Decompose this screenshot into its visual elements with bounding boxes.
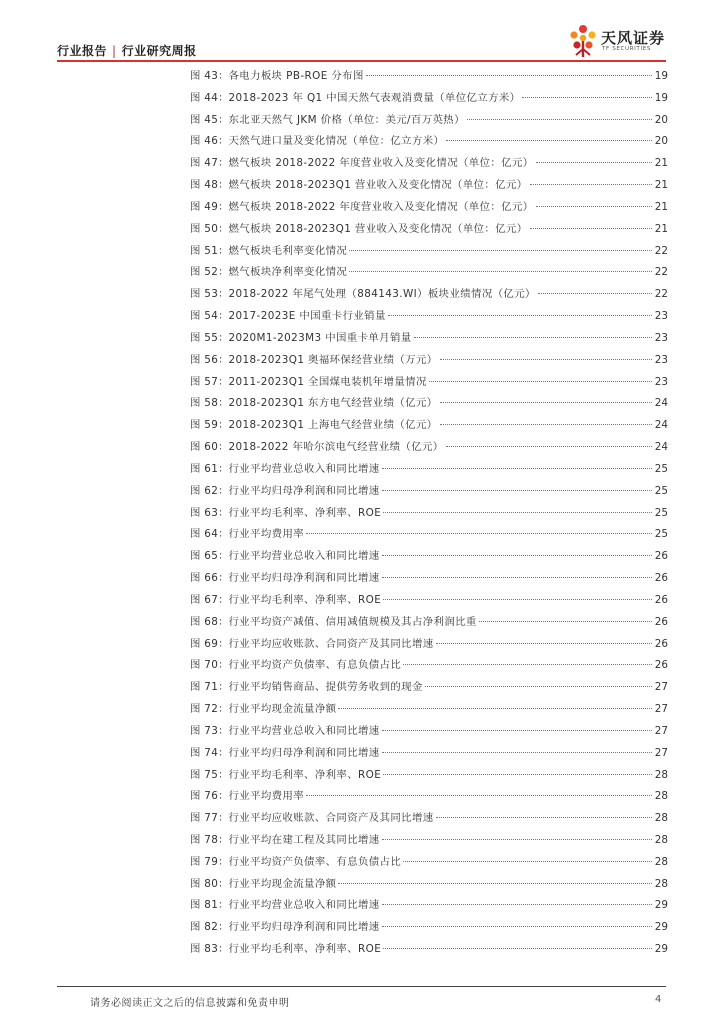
toc-figure-number: 图 70 [190,659,219,672]
toc-entry[interactable] [190,743,668,765]
toc-figure-title: 行业平均归母净利润和同比增速 [228,921,380,934]
page-header [0,0,724,64]
toc-page-number: 23 [654,375,668,388]
toc-colon: ： [218,91,229,104]
toc-entry[interactable] [190,503,668,525]
toc-page-number: 28 [654,790,668,803]
toc-colon: ： [218,310,229,323]
toc-figure-title: 行业平均营业总收入和同比增速 [228,899,380,912]
footer-disclaimer: 请务必阅读正文之后的信息披露和免责申明 [90,998,290,1009]
toc-figure-title: 行业平均毛利率、净利率、ROE [228,506,382,519]
toc-entry[interactable] [190,786,668,808]
toc-figure-title: 各电力板块 PB-ROE 分布图 [228,70,364,82]
toc-figure-title: 燃气板块净利率变化情况 [228,266,348,279]
toc-colon: ： [218,441,229,454]
toc-page-number: 26 [654,615,668,628]
toc-entry[interactable] [190,699,668,721]
toc-entry[interactable] [190,677,668,699]
toc-entry[interactable] [190,306,668,328]
toc-page-number: 21 [654,222,668,235]
toc-figure-number: 图 73 [190,724,219,737]
toc-dot-leader [338,708,652,709]
toc-entry[interactable] [190,415,668,437]
toc-figure-title: 行业平均费用率 [228,790,305,803]
toc-figure-title: 行业平均营业总收入和同比增速 [228,462,380,475]
toc-colon: ： [218,419,229,432]
toc-dot-leader [383,948,652,949]
toc-colon: ： [218,855,229,868]
toc-figure-title: 燃气板块毛利率变化情况 [228,244,348,257]
toc-page-number: 19 [654,70,668,82]
toc-dot-leader [383,599,652,600]
toc-colon: ： [218,768,229,781]
toc-dot-leader [382,926,652,927]
toc-figure-number: 图 65 [190,550,219,563]
toc-figure-title: 行业平均销售商品、提供劳务收到的现金 [228,681,423,694]
toc-colon: ： [218,397,229,410]
toc-dot-leader [382,468,652,469]
toc-entry[interactable] [190,612,668,634]
toc-entry[interactable] [190,372,668,394]
toc-page-number: 21 [654,179,668,192]
toc-figure-number: 图 57 [190,375,219,388]
toc-figure-title: 2018-2022 年尾气处理（884143.WI）板块业绩情况（亿元） [228,288,536,301]
toc-figure-title: 行业平均在建工程及其同比增速 [228,833,380,846]
toc-figure-number: 图 56 [190,353,219,366]
toc-colon: ： [218,681,229,694]
toc-figure-title: 行业平均应收账款、合同资产及其同比增速 [228,637,434,650]
toc-figure-title: 行业平均毛利率、净利率、ROE [228,768,382,781]
toc-page-number: 20 [654,135,668,148]
toc-figure-number: 图 62 [190,484,219,497]
toc-colon: ： [218,724,229,737]
toc-figure-number: 图 49 [190,200,219,213]
toc-colon: ： [218,70,229,82]
toc-colon: ： [218,703,229,716]
toc-page-number: 25 [654,484,668,497]
brand-name-en: TF SECURITIES [602,46,651,52]
toc-figure-title: 行业平均现金流量净额 [228,703,337,716]
toc-figure-number: 图 80 [190,877,219,890]
toc-page-number: 23 [654,353,668,366]
toc-figure-title: 行业平均现金流量净额 [228,877,337,890]
toc-dot-leader [338,883,652,884]
toc-figure-number: 图 82 [190,921,219,934]
toc-page-number: 26 [654,637,668,650]
toc-page-number: 26 [654,593,668,606]
toc-figure-title: 2018-2023Q1 奥福环保经营业绩（万元） [228,353,438,366]
toc-colon: ： [218,484,229,497]
toc-figure-title: 行业平均毛利率、净利率、ROE [228,943,382,956]
toc-dot-leader [530,228,652,229]
toc-colon: ： [218,375,229,388]
footer-divider [57,986,666,987]
toc-figure-number: 图 54 [190,310,219,323]
toc-entry[interactable] [190,66,668,88]
toc-entry[interactable] [190,808,668,830]
toc-entry[interactable] [190,546,668,568]
toc-figure-number: 图 72 [190,703,219,716]
toc-dot-leader [479,621,652,622]
toc-figure-title: 2011-2023Q1 全国煤电装机年增量情况 [228,375,427,388]
toc-dot-leader [536,162,652,163]
toc-colon: ： [218,593,229,606]
toc-figure-number: 图 55 [190,331,219,344]
toc-dot-leader [403,861,652,862]
toc-figure-title: 燃气板块 2018-2023Q1 营业收入及变化情况（单位：亿元） [228,222,528,235]
toc-colon: ： [218,222,229,235]
toc-figure-number: 图 64 [190,528,219,541]
toc-figure-title: 东北亚天然气 JKM 价格（单位：美元/百万英热） [228,113,465,126]
toc-page-number: 28 [654,812,668,825]
toc-page-number: 19 [654,91,668,104]
toc-figure-number: 图 68 [190,615,219,628]
toc-page-number: 26 [654,659,668,672]
toc-page-number: 24 [654,441,668,454]
toc-figure-title: 2018-2023Q1 东方电气经营业绩（亿元） [228,397,438,410]
toc-figure-number: 图 69 [190,637,219,650]
doc-type: 行业报告 [57,44,108,58]
toc-entry[interactable] [190,939,668,961]
toc-figure-number: 图 51 [190,244,219,257]
toc-entry[interactable] [190,131,668,153]
toc-page-number: 28 [654,768,668,781]
toc-entry[interactable] [190,219,668,241]
toc-dot-leader [382,555,652,556]
toc-page-number: 26 [654,572,668,585]
header-divider [57,60,666,62]
toc-dot-leader [306,533,652,534]
toc-figure-number: 图 50 [190,222,219,235]
toc-figure-title: 行业平均营业总收入和同比增速 [228,724,380,737]
toc-figure-number: 图 77 [190,812,219,825]
toc-page-number: 29 [654,943,668,956]
brand-logo [568,24,672,62]
toc-dot-leader [388,315,652,316]
toc-figure-title: 2017-2023E 中国重卡行业销量 [228,310,386,323]
toc-dot-leader [538,293,652,294]
toc-colon: ： [218,157,229,170]
toc-figure-number: 图 44 [190,91,219,104]
toc-figure-number: 图 52 [190,266,219,279]
toc-dot-leader [382,752,652,753]
toc-figure-number: 图 76 [190,790,219,803]
toc-page-number: 23 [654,331,668,344]
toc-figure-number: 图 48 [190,179,219,192]
toc-page-number: 23 [654,310,668,323]
toc-entry[interactable] [190,197,668,219]
toc-entry[interactable] [190,459,668,481]
toc-figure-number: 图 71 [190,681,219,694]
toc-dot-leader [382,577,652,578]
toc-dot-leader [349,250,652,251]
toc-entry[interactable] [190,830,668,852]
toc-figure-title: 行业平均归母净利润和同比增速 [228,484,380,497]
page-number: 4 [655,994,662,1005]
toc-colon: ： [218,637,229,650]
toc-colon: ： [218,528,229,541]
toc-figure-title: 行业平均营业总收入和同比增速 [228,550,380,563]
toc-colon: ： [218,812,229,825]
toc-figure-number: 图 59 [190,419,219,432]
toc-colon: ： [218,200,229,213]
toc-entry[interactable] [190,262,668,284]
toc-dot-leader [425,686,652,687]
toc-entry[interactable] [190,765,668,787]
toc-figure-title: 行业平均费用率 [228,528,305,541]
toc-entry[interactable] [190,874,668,896]
toc-figure-number: 图 47 [190,157,219,170]
toc-colon: ： [218,288,229,301]
toc-page-number: 27 [654,724,668,737]
toc-figure-number: 图 75 [190,768,219,781]
toc-figure-title: 2018-2022 年哈尔滨电气经营业绩（亿元） [228,441,444,454]
toc-figure-number: 图 53 [190,288,219,301]
toc-page-number: 27 [654,746,668,759]
toc-dot-leader [467,119,652,120]
toc-entry[interactable] [190,110,668,132]
toc-dot-leader [383,774,652,775]
toc-page-number: 22 [654,244,668,257]
toc-page-number: 24 [654,419,668,432]
toc-colon: ： [218,179,229,192]
toc-figure-title: 2018-2023Q1 上海电气经营业绩（亿元） [228,419,438,432]
toc-figure-title: 行业平均归母净利润和同比增速 [228,746,380,759]
toc-colon: ： [218,659,229,672]
toc-page-number: 27 [654,703,668,716]
toc-entry[interactable] [190,895,668,917]
toc-dot-leader [382,904,652,905]
toc-dot-leader [446,140,652,141]
toc-colon: ： [218,113,229,126]
toc-figure-title: 2020M1-2023M3 中国重卡单月销量 [228,331,412,344]
toc-dot-leader [349,271,652,272]
toc-page-number: 22 [654,288,668,301]
toc-entry[interactable] [190,634,668,656]
toc-figure-number: 图 78 [190,833,219,846]
toc-page-number: 21 [654,200,668,213]
toc-entry[interactable] [190,241,668,263]
toc-dot-leader [436,643,652,644]
toc-figure-number: 图 43 [190,70,219,82]
toc-page-number: 27 [654,681,668,694]
toc-page-number: 25 [654,506,668,519]
toc-colon: ： [218,572,229,585]
toc-colon: ： [218,266,229,279]
toc-figure-title: 行业平均资产负债率、有息负债占比 [228,659,402,672]
toc-dot-leader [440,402,652,403]
toc-figure-title: 行业平均毛利率、净利率、ROE [228,593,382,606]
toc-entry[interactable] [190,590,668,612]
toc-entry[interactable] [190,481,668,503]
toc-colon: ： [218,899,229,912]
toc-colon: ： [218,462,229,475]
toc-colon: ： [218,550,229,563]
toc-figure-title: 行业平均资产减值、信用减值规模及其占净利润比重 [228,615,477,628]
toc-dot-leader [446,446,652,447]
toc-figure-number: 图 61 [190,462,219,475]
toc-entry[interactable] [190,852,668,874]
toc-page-number: 29 [654,921,668,934]
header-separator: | [112,44,117,58]
toc-figure-title: 2018-2023 年 Q1 中国天然气表观消费量（单位亿立方米） [228,91,521,104]
toc-dot-leader [429,381,652,382]
toc-page-number: 28 [654,855,668,868]
toc-page-number: 22 [654,266,668,279]
toc-entry[interactable] [190,153,668,175]
toc-figure-title: 行业平均归母净利润和同比增速 [228,572,380,585]
toc-dot-leader [530,184,652,185]
toc-page-number: 26 [654,550,668,563]
toc-page-number: 25 [654,528,668,541]
toc-figure-number: 图 67 [190,593,219,606]
toc-figure-title: 燃气板块 2018-2022 年度营业收入及变化情况（单位：亿元） [228,157,534,170]
toc-page-number: 21 [654,157,668,170]
toc-entry[interactable] [190,721,668,743]
toc-colon: ： [218,244,229,257]
toc-entry[interactable] [190,393,668,415]
toc-colon: ： [218,615,229,628]
brand-name-cn: 天风证券 [601,29,666,47]
toc-entry[interactable] [190,284,668,306]
toc-entry[interactable] [190,175,668,197]
toc-dot-leader [382,730,652,731]
toc-figure-title: 燃气板块 2018-2022 年度营业收入及变化情况（单位：亿元） [228,200,534,213]
tf-securities-logo-icon [568,24,598,58]
toc-dot-leader [382,839,652,840]
toc-dot-leader [403,664,652,665]
toc-figure-number: 图 66 [190,572,219,585]
toc-figure-number: 图 58 [190,397,219,410]
toc-page-number: 29 [654,899,668,912]
toc-colon: ： [218,833,229,846]
toc-colon: ： [218,353,229,366]
toc-entry[interactable] [190,328,668,350]
toc-dot-leader [383,512,652,513]
toc-figure-title: 燃气板块 2018-2023Q1 营业收入及变化情况（单位：亿元） [228,179,528,192]
toc-dot-leader [382,490,652,491]
doc-subtype: 行业研究周报 [121,44,197,58]
toc-figure-title: 行业平均应收账款、合同资产及其同比增速 [228,812,434,825]
toc-figure-number: 图 60 [190,441,219,454]
toc-entry[interactable] [190,437,668,459]
toc-entry[interactable] [190,88,668,110]
toc-dot-leader [536,206,652,207]
toc-colon: ： [218,921,229,934]
toc-dot-leader [440,359,652,360]
toc-dot-leader [522,97,652,98]
toc-figure-number: 图 46 [190,135,219,148]
toc-figure-title: 行业平均资产负债率、有息负债占比 [228,855,402,868]
toc-dot-leader [414,337,652,338]
toc-figure-number: 图 81 [190,899,219,912]
report-category [57,42,197,59]
toc-colon: ： [218,943,229,956]
toc-dot-leader [366,75,652,76]
toc-page-number: 24 [654,397,668,410]
toc-page-number: 25 [654,462,668,475]
toc-figure-number: 图 63 [190,506,219,519]
toc-figure-number: 图 74 [190,746,219,759]
toc-page-number: 28 [654,877,668,890]
figure-index-list [190,66,668,961]
toc-dot-leader [306,795,652,796]
toc-colon: ： [218,135,229,148]
toc-page-number: 20 [654,113,668,126]
toc-figure-number: 图 45 [190,113,219,126]
toc-colon: ： [218,506,229,519]
toc-page-number: 28 [654,833,668,846]
toc-figure-number: 图 83 [190,943,219,956]
toc-figure-title: 天然气进口量及变化情况（单位：亿立方米） [228,135,445,148]
toc-entry[interactable] [190,917,668,939]
toc-entry[interactable] [190,524,668,546]
toc-dot-leader [436,817,652,818]
toc-entry[interactable] [190,350,668,372]
toc-figure-number: 图 79 [190,855,219,868]
toc-colon: ： [218,331,229,344]
toc-entry[interactable] [190,568,668,590]
toc-dot-leader [440,424,652,425]
toc-colon: ： [218,877,229,890]
toc-colon: ： [218,790,229,803]
toc-entry[interactable] [190,655,668,677]
toc-colon: ： [218,746,229,759]
